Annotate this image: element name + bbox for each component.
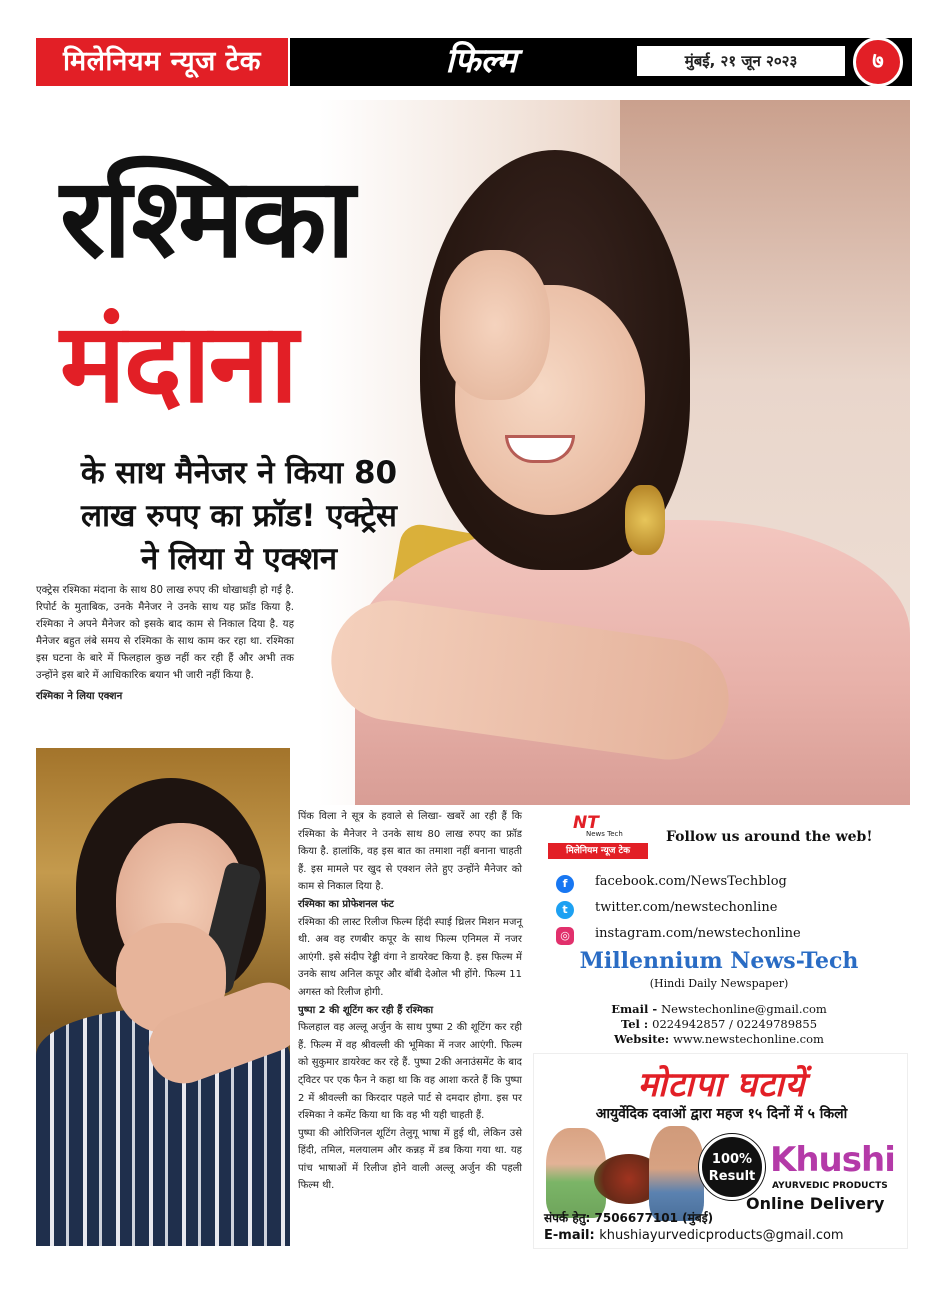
tel-label: Tel : [620, 1017, 653, 1031]
twitter-icon: t [556, 901, 574, 919]
ad-title: मोटापा घटायें [637, 1065, 806, 1105]
logo-small-text: News Tech [586, 830, 623, 838]
email-label: Email - [611, 1002, 662, 1016]
ad-email-label: E-mail: [544, 1228, 600, 1243]
headline-line-2: मंदाना [60, 299, 297, 427]
ad-contact: संपर्क हेतु: 7506677101 (मुंबई) [544, 1211, 714, 1225]
ad-brand-subtitle: AYURVEDIC PRODUCTS [772, 1181, 888, 1191]
hero-earring [625, 485, 665, 555]
page-number: ७ [853, 37, 903, 87]
logo-band: मिलेनियम न्यूज टेक [548, 843, 648, 859]
logo-mark: NT [573, 813, 599, 833]
tel-value: 0224942857 / 02249789855 [652, 1017, 818, 1031]
ad-email-value[interactable]: khushiayurvedicproducts@gmail.com [599, 1228, 844, 1243]
website-value[interactable]: www.newstechonline.com [673, 1032, 824, 1046]
subhead-line: लाख रुपए का फ्रॉड! एक्ट्रेस [81, 498, 397, 534]
subhead-line: ने लिया ये एक्शन [140, 541, 338, 577]
contact-website [528, 1032, 910, 1046]
masthead: मिलेनियम न्यूज टेक [36, 38, 288, 86]
brand-name: Millennium News-Tech [579, 948, 859, 974]
instagram-link[interactable]: instagram.com/newstechonline [595, 926, 801, 941]
headline [60, 146, 480, 436]
article-subheading: रश्मिका ने लिया एक्शन [36, 691, 123, 702]
twitter-link[interactable]: twitter.com/newstechonline [595, 900, 778, 915]
facebook-link[interactable]: facebook.com/NewsTechblog [595, 874, 787, 889]
article-paragraph: पिंक विला ने सूत्र के हवाले से लिखा- खबरें आ रही हैं कि रश्मिका के मैनेजर ने उनके साथ 80 लाख रुपए का फ्रॉड किया है. हालांकि, वह इस बात का तमाशा नहीं बनाना चाहती हैं. इस मामले पर खुद से एक्शन लेते हुए उन्होंने मैनेजर को काम से निकाल दिया है. [298, 811, 522, 893]
badge-result: Result [708, 1169, 756, 1184]
page-header [0, 0, 945, 95]
subheadline [34, 452, 444, 581]
article-column-2 [298, 808, 522, 1195]
social-ad [528, 805, 910, 1050]
ad-delivery: Online Delivery [746, 1194, 885, 1213]
issue-date: मुंबई, २१ जून २०२३ [636, 45, 846, 77]
article-subheading: रश्मिका का प्रोफेशनल फंट [298, 898, 394, 910]
newstech-logo [548, 813, 648, 857]
article-paragraph: एक्ट्रेस रश्मिका मंदाना के साथ 80 लाख रुपए की धोखाधड़ी हो गई है. रिपोर्ट के मुताबिक, उनके मैनेजर ने उनके साथ यह फ्रॉड किया है. रश्मिका ने अपने मैनेजर को इसके बाद काम से निकाल दिया है. यह मैनेजर बहुत लंबे समय से रश्मिका के साथ काम कर रहा था. रश्मिका इस घटना के बारे में फिलहाल कुछ नहीं कर रही हैं और अभी तक उन्होंने इस बारे में आधिकारिक बयान भी जारी नहीं किया है. [36, 585, 294, 681]
website-label: Website: [614, 1032, 674, 1046]
contact-tel [528, 1017, 910, 1031]
ad-email [544, 1228, 844, 1243]
ad-man-image [649, 1126, 704, 1221]
article-column-1 [36, 582, 294, 705]
result-badge [699, 1134, 765, 1200]
subhead-line: के साथ मैनेजर ने किया 80 [80, 455, 398, 491]
brand-subtitle: (Hindi Daily Newspaper) [649, 977, 789, 990]
facebook-icon: f [556, 875, 574, 893]
article-paragraph: पुष्पा की ओरिजिनल शूटिंग तेलुगू भाषा में हुई थी, लेकिन उसे हिंदी, तमिल, मलयालम और कन्नड़ में डब किया गया था. यह पांच भाषाओं में रिलीज होने वाली अल्लू अर्जुन की पहली फिल्म थी. [298, 1127, 522, 1192]
article-paragraph: फिलहाल वह अल्लू अर्जुन के साथ पुष्पा 2 की शूटिंग कर रही हैं. फिल्म में वह श्रीवल्ली की भूमिका में नजर आएंगी. फिल्म को सुकुमार डायरेक्ट कर रहे हैं. पुष्पा 2की अनाउंसमेंट के बाद ट्विटर पर एक फैन ने कहा था कि वह आशा करते हैं कि पुष्पा 2 में श्रीवल्ली का किरदार पहले पार्ट से दमदार होगा. इस पर रश्मिका ने कमेंट किया था कि वह भी यही चाहती हैं. [298, 1022, 522, 1122]
weightloss-ad [533, 1053, 908, 1249]
inset-photo [36, 748, 290, 1246]
follow-heading: Follow us around the web! [666, 829, 873, 845]
contact-email [528, 1002, 910, 1016]
badge-percent: 100% [711, 1152, 753, 1167]
ad-brand: Khushi [770, 1140, 895, 1180]
headline-line-1: रश्मिका [60, 154, 353, 282]
article-paragraph: रश्मिका की लास्ट रिलीज फिल्म हिंदी स्पाई थ्रिलर मिशन मजनू थी. अब वह रणबीर कपूर के साथ फिल्म एनिमल में नजर आएंगी. इसे संदीप रेड्डी वंगा ने डायरेक्ट किया है. इस फिल्म में उनके साथ अनिल कपूर और बॉबी देओल भी होंगे. फिल्म 11 अगस्त को रिलीज होगी. [298, 916, 522, 998]
ad-subtitle: आयुर्वेदिक दवाओं द्वारा महज १५ दिनों में ५ किलो [595, 1106, 848, 1122]
section-title: फिल्म [445, 41, 517, 81]
instagram-icon: ◎ [556, 927, 574, 945]
email-value[interactable]: Newstechonline@gmail.com [661, 1002, 827, 1016]
article-subheading: पुष्पा 2 की शूटिंग कर रही हैं रश्मिका [298, 1004, 434, 1016]
